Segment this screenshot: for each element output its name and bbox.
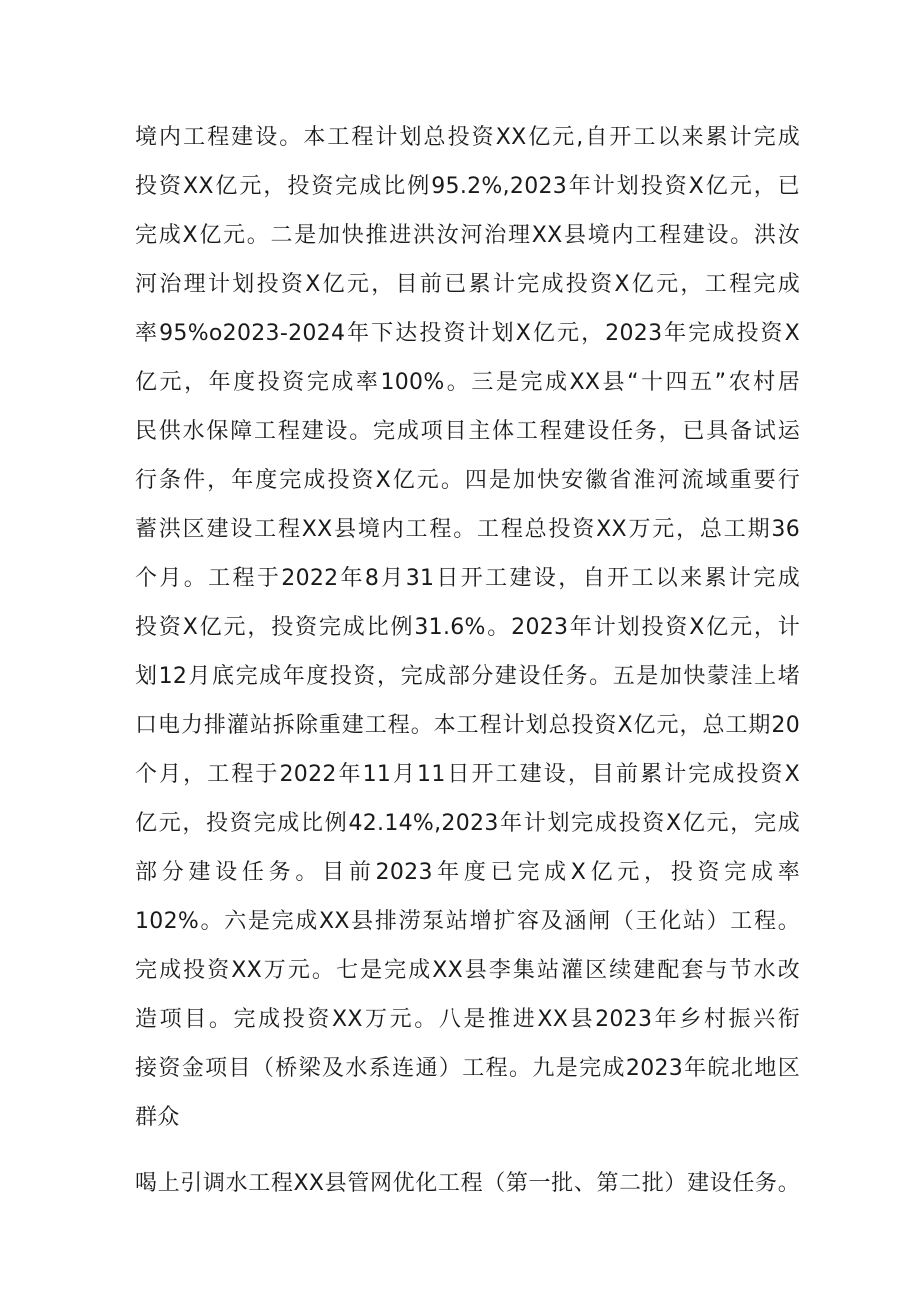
text-line: 个月。工程于2022年8月31日开工建设，自开工以来累计完成 bbox=[135, 566, 800, 591]
text-line: 亿元，年度投资完成率100%。三是完成XX县“十四五”农村居 bbox=[135, 370, 800, 395]
text-line: 境内工程建设。本工程计划总投资XX亿元,自开工以来累计完成 bbox=[135, 125, 800, 150]
text-line: 完成投资XX万元。七是完成XX县李集站灌区续建配套与节水改 bbox=[135, 958, 800, 983]
document-body bbox=[135, 113, 800, 1208]
text-line: 完成X亿元。二是加快推进洪汝河治理XX县境内工程建设。洪汝 bbox=[135, 223, 800, 248]
text-line: 造项目。完成投资XX万元。八是推进XX县2023年乡村振兴衔 bbox=[135, 1007, 800, 1032]
text-line: 亿元，投资完成比例42.14%,2023年计划完成投资X亿元，完成 bbox=[135, 811, 800, 836]
text-line: 民供水保障工程建设。完成项目主体工程建设任务，已具备试运 bbox=[135, 419, 800, 444]
text-line: 102%。六是完成XX县排涝泵站增扩容及涵闸（王化站）工程。 bbox=[135, 909, 800, 934]
text-line: 口电力排灌站拆除重建工程。本工程计划总投资X亿元，总工期20 bbox=[135, 713, 800, 738]
text-line: 投资X亿元，投资完成比例31.6%。2023年计划投资X亿元，计 bbox=[135, 615, 800, 640]
paragraph-2 bbox=[135, 1159, 800, 1208]
text-line: 蓄洪区建设工程XX县境内工程。工程总投资XX万元，总工期36 bbox=[135, 517, 800, 542]
text-line: 喝上引调水工程XX县管网优化工程（第一批、第二批）建设任务。 bbox=[135, 1171, 800, 1196]
text-line: 河治理计划投资X亿元，目前已累计完成投资X亿元，工程完成 bbox=[135, 272, 800, 297]
text-line: 率95%o2023-2024年下达投资计划X亿元，2023年完成投资X bbox=[135, 321, 800, 346]
text-line: 群众 bbox=[135, 1105, 180, 1130]
text-line: 接资金项目（桥梁及水系连通）工程。九是完成2023年皖北地区 bbox=[135, 1056, 800, 1081]
paragraph-gap bbox=[135, 1142, 800, 1159]
text-line: 部分建设任务。目前2023年度已完成X亿元，投资完成率 bbox=[135, 860, 800, 885]
text-line: 投资XX亿元，投资完成比例95.2%,2023年计划投资X亿元，已 bbox=[135, 174, 800, 199]
text-line: 行条件，年度完成投资X亿元。四是加快安徽省淮河流域重要行 bbox=[135, 468, 800, 493]
text-line: 个月，工程于2022年11月11日开工建设，目前累计完成投资X bbox=[135, 762, 800, 787]
text-line: 划12月底完成年度投资，完成部分建设任务。五是加快蒙洼上堵 bbox=[135, 664, 800, 689]
paragraph-1 bbox=[135, 113, 800, 1142]
